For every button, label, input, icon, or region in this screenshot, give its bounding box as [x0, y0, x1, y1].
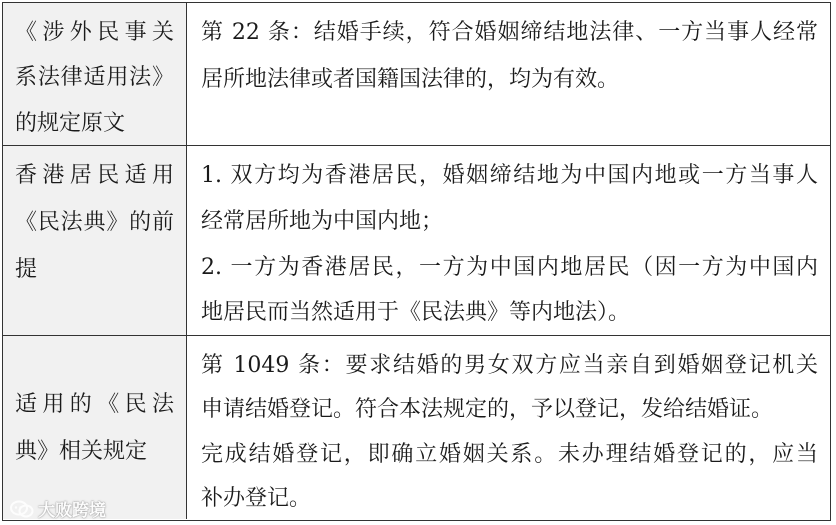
cell-text-line: 申请结婚登记。符合本法规定的，予以登记，发给结婚证。: [201, 397, 774, 423]
row-header-cell: [3, 336, 187, 519]
row-content-cell: [187, 146, 830, 335]
cell-text-line: 香港居民适用: [15, 163, 174, 188]
cell-text-line: 提: [15, 257, 38, 282]
row-header-cell: [3, 3, 187, 145]
cell-text-line: 《民法典》的前: [15, 210, 174, 235]
cell-text-line: 典》相关规定: [15, 438, 148, 464]
cell-text-line: 适用的《民法: [15, 391, 174, 417]
cell-text-line: 的规定原文: [15, 110, 126, 136]
watermark: [10, 496, 106, 521]
row-content-cell: [187, 3, 830, 145]
cell-text-line: 2. 一方为香港居民，一方为中国内地居民（因一方为中国内: [201, 254, 818, 280]
cell-text-line: 《涉外民事关: [15, 20, 174, 45]
cell-text-line: 补办登记。: [201, 485, 312, 511]
watermark-text: 大败跨境: [38, 501, 106, 521]
cell-text-line: 地居民而当然适用于《民法典》等内地法）。: [201, 300, 631, 326]
cell-text-line: 1. 双方均为香港居民，婚姻缔结地为中国内地或一方当事人: [201, 163, 818, 188]
cell-text-line: 第 1049 条：要求结婚的男女双方应当亲自到婚姻登记机关: [201, 353, 818, 378]
cell-text-line: 经常居所地为中国内地；: [201, 208, 444, 234]
row-header-cell: [3, 146, 187, 335]
table-row: [3, 336, 830, 519]
cell-text-line: 系法律适用法》: [15, 65, 174, 91]
row-content-cell: [187, 336, 830, 519]
table-row: [3, 146, 830, 336]
legal-comparison-table: [2, 2, 831, 521]
chat-bubble-icon: [10, 499, 34, 519]
cell-text-line: 完成结婚登记，即确立婚姻关系。未办理结婚登记的，应当: [201, 441, 818, 467]
cell-text-line: 居所地法律或者国籍国法律的，均为有效。: [201, 67, 620, 92]
table-row: [3, 3, 830, 146]
cell-text-line: 第 22 条：结婚手续，符合婚姻缔结地法律、一方当事人经常: [201, 20, 818, 45]
